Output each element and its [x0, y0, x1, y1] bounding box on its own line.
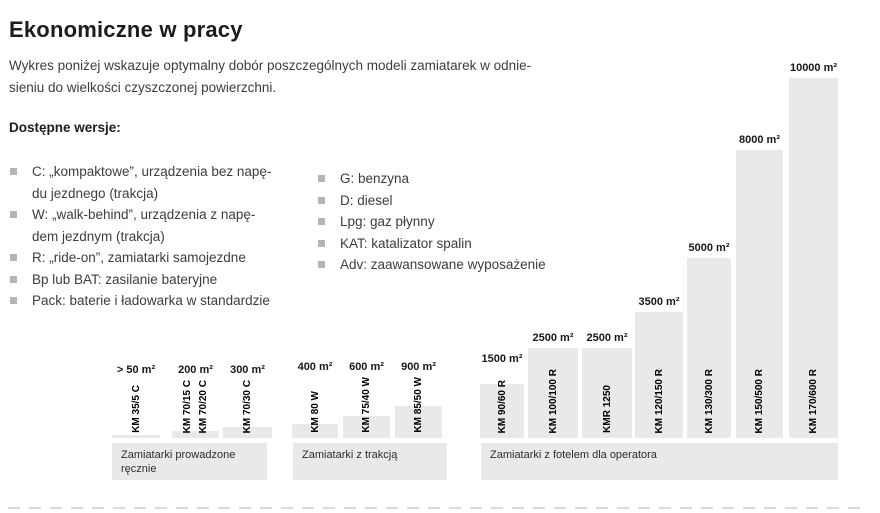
area-label-900-m: 900 m²: [401, 361, 436, 373]
legend-item-label: D: diesel: [340, 192, 393, 208]
legend-item-label: Bp lub BAT: zasilanie bateryjne: [32, 271, 218, 287]
area-label-2500-m: 2500 m²: [532, 332, 574, 344]
area-label-5000-m: 5000 m²: [688, 242, 730, 254]
page-title: Ekonomiczne w pracy: [9, 17, 243, 42]
model-label-km-170-600-r: KM 170/600 R: [808, 368, 819, 433]
legend-item-label: Pack: baterie i ładowarka w standardzie: [32, 293, 270, 308]
model-label-km-80-w: KM 80 W: [309, 391, 321, 433]
legend-item-label: dem jezdnym (trakcja): [32, 228, 165, 244]
group-label-zamiatarki-z-trakcj: Zamiatarki z trakcją: [293, 443, 447, 480]
area-label-600-m: 600 m²: [349, 361, 384, 373]
model-label-km-75-40-w: KM 75/40 W: [361, 377, 372, 433]
group-label-zamiatarki-prowadzone-r-cznie: Zamiatarki prowadzone ręcznie: [112, 443, 267, 480]
model-label-km-70-15-c: KM 70/15 C: [182, 379, 193, 433]
area-label-200-m: 200 m²: [178, 364, 213, 376]
legend-item-label: G: benzyna: [340, 171, 410, 186]
legend-item-label: Adv: zaawansowane wyposażenie: [340, 257, 546, 272]
group-label-zamiatarki-z-fotelem-dla-operatora: Zamiatarki z fotelem dla operatora: [481, 443, 838, 480]
legend-item-label: du jezdnego (trakcja): [32, 185, 159, 201]
model-label-km-70-30-c: KM 70/30 C: [242, 379, 253, 433]
model-label-km-35-5-c: KM 35/5 C: [130, 385, 142, 433]
model-label-km-120-150-r: KM 120/150 R: [653, 368, 665, 433]
bar-km-70-15-c: [172, 431, 219, 438]
legend-item-label: Lpg: gaz płynny: [340, 214, 435, 229]
area-label-1500-m: 1500 m²: [481, 353, 523, 365]
area-label-50-m: > 50 m²: [116, 364, 156, 376]
model-label-kmr-1250: KMR 1250: [601, 385, 613, 433]
area-label-3500-m: 3500 m²: [638, 296, 680, 308]
model-label-km-85-50-w: KM 85/50 W: [413, 377, 424, 433]
model-label-km-70-20-c: KM 70/20 C: [198, 379, 209, 433]
intro-line-2: sieniu do wielkości czyszczonej powierzchni.: [9, 80, 277, 95]
model-label-km-100-100-r: KM 100/100 R: [547, 368, 559, 433]
page-bottom-divider: [8, 507, 866, 509]
versions-heading: Dostępne wersje:: [9, 120, 121, 135]
legend-item-label: C: „kompaktowe”, urządzenia bez napę-: [32, 164, 272, 179]
area-label-400-m: 400 m²: [297, 361, 333, 373]
area-label-10000-m: 10000 m²: [789, 62, 838, 74]
legend-item-label: R: „ride-on”, zamiatarki samojezdne: [32, 250, 246, 265]
intro-line-1: Wykres poniżej wskazuje optymalny dobór poszczególnych modeli zamiatarek w odnie-: [9, 58, 532, 73]
legend-item-label: W: „walk-behind”, urządzenia z napę-: [32, 207, 256, 222]
model-label-km-130-300-r: KM 130/300 R: [703, 368, 715, 433]
legend-item-label: KAT: katalizator spalin: [340, 235, 472, 251]
bar-km-35-5-c: [112, 435, 160, 438]
area-label-8000-m: 8000 m²: [739, 134, 780, 146]
model-label-km-150-500-r: KM 150/500 R: [754, 368, 765, 433]
area-label-300-m: 300 m²: [230, 364, 265, 376]
area-label-2500-m: 2500 m²: [586, 332, 628, 344]
model-label-km-90-60-r: KM 90/60 R: [496, 379, 508, 433]
